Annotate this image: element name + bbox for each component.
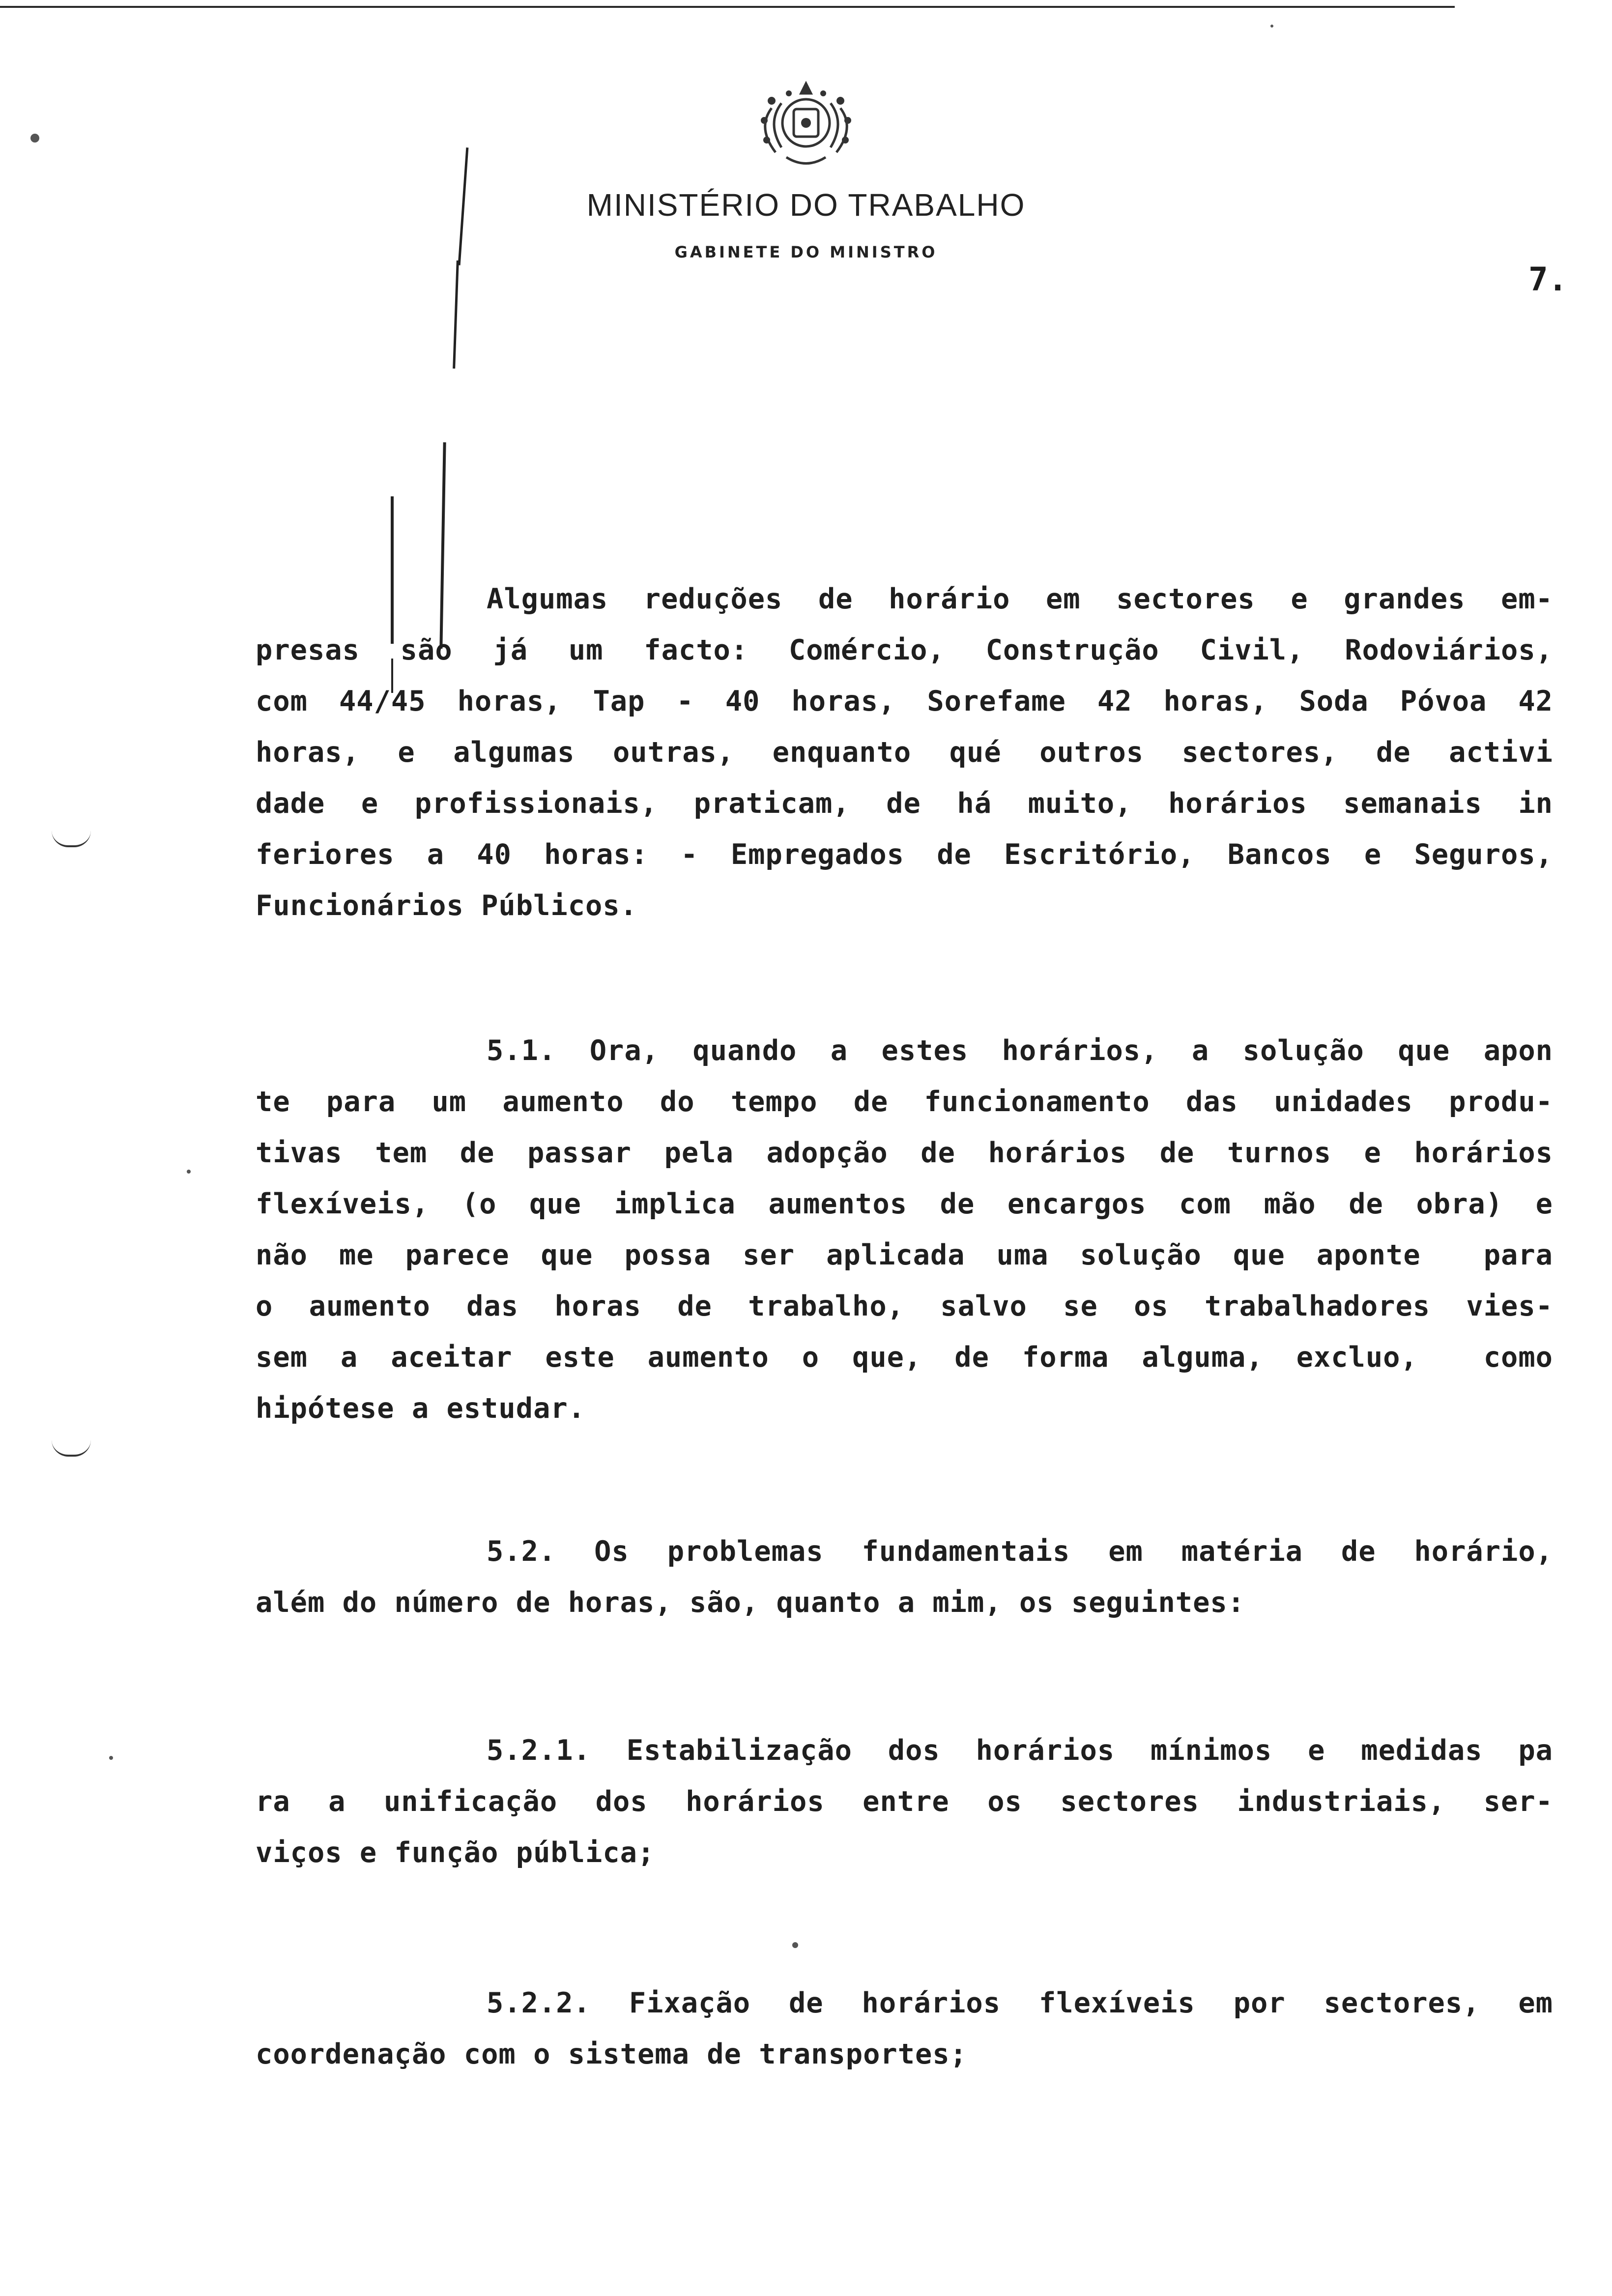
text-line: sem a aceitar este aumento o que, de forma alguma, excluo, como [256,1341,1553,1374]
text-line: 5.2.2. Fixação de horários flexíveis por sectores, em [487,1987,1553,2019]
text-line: não me parece que possa ser aplicada uma solução que aponte para [256,1239,1553,1271]
text-line: presas são já um facto: Comércio, Construção Civil, Rodoviários, [256,634,1553,666]
text-line: o aumento das horas de trabalho, salvo se os trabalhadores vies- [256,1290,1553,1322]
text-line: Algumas reduções de horário em sectores e grandes em- [487,583,1553,615]
ink-speck-1 [30,134,39,143]
coat-of-arms-emblem [737,74,875,172]
ministry-name: MINISTÉRIO DO TRABALHO [586,187,1026,223]
cabinet-subtitle: GABINETE DO MINISTRO [674,243,938,261]
text-line: além do número de horas, são, quanto a mim, os seguintes: [256,1586,1245,1619]
page-number: 7. [1528,260,1568,298]
ink-speck-5 [187,1170,191,1174]
text-line: viços e função pública; [256,1837,655,1869]
text-line: horas, e algumas outras, enquanto qué outros sectores, de activi [256,736,1553,769]
text-line: Funcionários Públicos. [256,890,637,922]
ink-speck-3 [792,1942,798,1948]
paragraph-intro [256,574,1553,931]
ink-speck-2 [1270,25,1273,28]
text-line: coordenação com o sistema de transportes; [256,2038,967,2070]
paragraph-5-2 [256,1526,1553,1628]
text-line: flexíveis, (o que implica aumentos de encargos com mão de obra) e [256,1188,1553,1220]
margin-mark-2 [453,260,459,369]
text-line: 5.2.1. Estabilização dos horários mínimos e medidas pa [487,1734,1553,1767]
text-line: com 44/45 horas, Tap - 40 horas, Sorefame 42 horas, Soda Póvoa 42 [256,685,1553,718]
text-line: hipótese a estudar. [256,1392,586,1425]
text-line: tivas tem de passar pela adopção de horários de turnos e horários [256,1137,1553,1169]
page-top-border [0,6,1455,8]
paragraph-5-2-1 [256,1725,1553,1878]
binder-hole-mark-1 [52,831,91,847]
binder-hole-mark-2 [52,1440,91,1457]
paragraph-5-1 [256,1025,1553,1434]
text-line: 5.1. Ora, quando a estes horários, a solução que apon [487,1034,1553,1067]
paragraph-5-2-2 [256,1978,1553,2080]
text-line: ra a unificação dos horários entre os sectores industriais, ser- [256,1785,1553,1818]
text-line: dade e profissionais, praticam, de há muito, horários semanais in [256,787,1553,820]
ink-speck-4 [109,1756,113,1760]
text-line: 5.2. Os problemas fundamentais em matéria de horário, [487,1535,1553,1568]
text-line: feriores a 40 horas: - Empregados de Escritório, Bancos e Seguros, [256,838,1553,871]
text-line: te para um aumento do tempo de funcionamento das unidades produ- [256,1086,1553,1118]
